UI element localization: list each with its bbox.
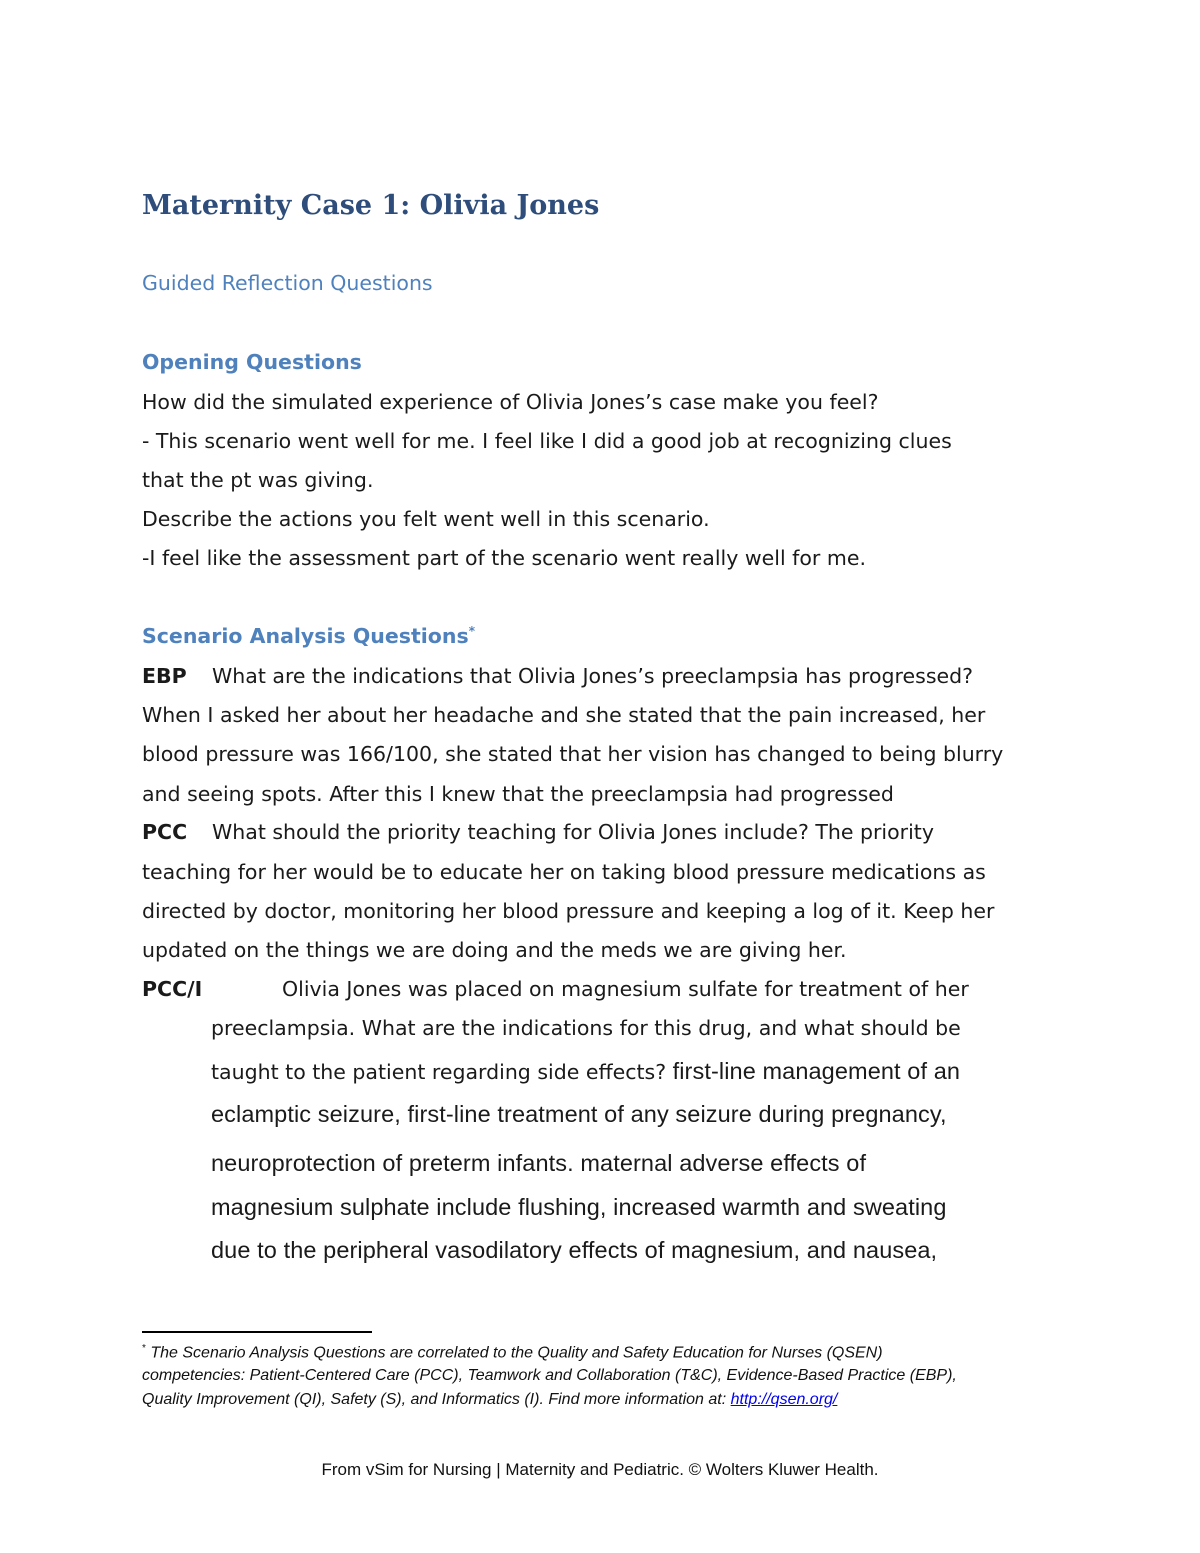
ebp-question	[142, 664, 973, 688]
footnote-line: competencies: Patient-Centered Care (PCC), Teamwork and Collaboration (T&C), Evidence-Based Practice (EBP),	[142, 1367, 957, 1384]
pcc-question	[142, 820, 934, 844]
pcci-answer-line: neuroprotection of preterm infants. maternal adverse effects of	[211, 1150, 867, 1176]
pcc-answer-line: teaching for her would be to educate her on taking blood pressure medications as	[142, 860, 986, 884]
pcci-question-text: taught to the patient regarding side effects?	[211, 1060, 667, 1084]
opening-line: that the pt was giving.	[142, 468, 374, 492]
pcci-tag: PCC/I	[142, 977, 203, 1001]
footnote-text: The Scenario Analysis Questions are correlated to the Quality and Safety Education for Nurses (QSEN)	[150, 1344, 883, 1362]
opening-line: -I feel like the assessment part of the scenario went really well for me.	[142, 546, 866, 570]
pcci-answer-line: magnesium sulphate include flushing, increased warmth and sweating	[211, 1194, 947, 1220]
ebp-answer-line: blood pressure was 166/100, she stated that her vision has changed to being blurry	[142, 742, 1004, 766]
footnote-marker: *	[142, 1343, 146, 1354]
pcc-answer-line: updated on the things we are doing and the meds we are giving her.	[142, 938, 847, 962]
ebp-answer-line: and seeing spots. After this I knew that the preeclampsia had progressed	[142, 782, 894, 806]
opening-questions-heading: Opening Questions	[142, 350, 362, 374]
footnote-line	[142, 1343, 883, 1362]
page-title: Maternity Case 1: Olivia Jones	[142, 190, 600, 221]
pcci-answer-text: first-line management of an	[672, 1058, 961, 1084]
pcci-answer-line: due to the peripheral vasodilatory effects of magnesium, and nausea,	[211, 1237, 938, 1263]
pcc-question-text: What should the priority teaching for Olivia Jones include? The priority	[212, 820, 934, 844]
footnote-marker: *	[468, 624, 475, 639]
footnote-text: Quality Improvement (QI), Safety (S), and Informatics (I). Find more information at:	[142, 1391, 727, 1408]
footnote-separator	[142, 1331, 372, 1333]
pcci-answer-line: eclamptic seizure, first-line treatment of any seizure during pregnancy,	[211, 1101, 947, 1127]
scenario-analysis-heading	[142, 624, 475, 648]
pcci-question-line	[211, 1058, 960, 1085]
ebp-tag: EBP	[142, 664, 187, 688]
pcc-answer-line: directed by doctor, monitoring her blood pressure and keeping a log of it. Keep her	[142, 899, 995, 923]
pcci-question	[142, 977, 969, 1001]
ebp-answer-line: When I asked her about her headache and she stated that the pain increased, her	[142, 703, 986, 727]
pcci-question-line: preeclampsia. What are the indications for this drug, and what should be	[211, 1016, 961, 1040]
opening-line: - This scenario went well for me. I feel like I did a good job at recognizing clues	[142, 429, 952, 453]
scenario-analysis-heading-text: Scenario Analysis Questions	[142, 624, 469, 648]
page-footer: From vSim for Nursing | Maternity and Pediatric. © Wolters Kluwer Health.	[321, 1460, 879, 1479]
qsen-link[interactable]: http://qsen.org/	[730, 1391, 838, 1408]
opening-line: How did the simulated experience of Olivia Jones’s case make you feel?	[142, 390, 879, 414]
section-heading: Guided Reflection Questions	[142, 271, 433, 295]
opening-line: Describe the actions you felt went well in this scenario.	[142, 507, 710, 531]
ebp-question-text: What are the indications that Olivia Jones’s preeclampsia has progressed?	[212, 664, 974, 688]
pcc-tag: PCC	[142, 820, 188, 844]
footnote-line	[142, 1391, 837, 1409]
pcci-question-text: Olivia Jones was placed on magnesium sulfate for treatment of her	[282, 977, 969, 1001]
